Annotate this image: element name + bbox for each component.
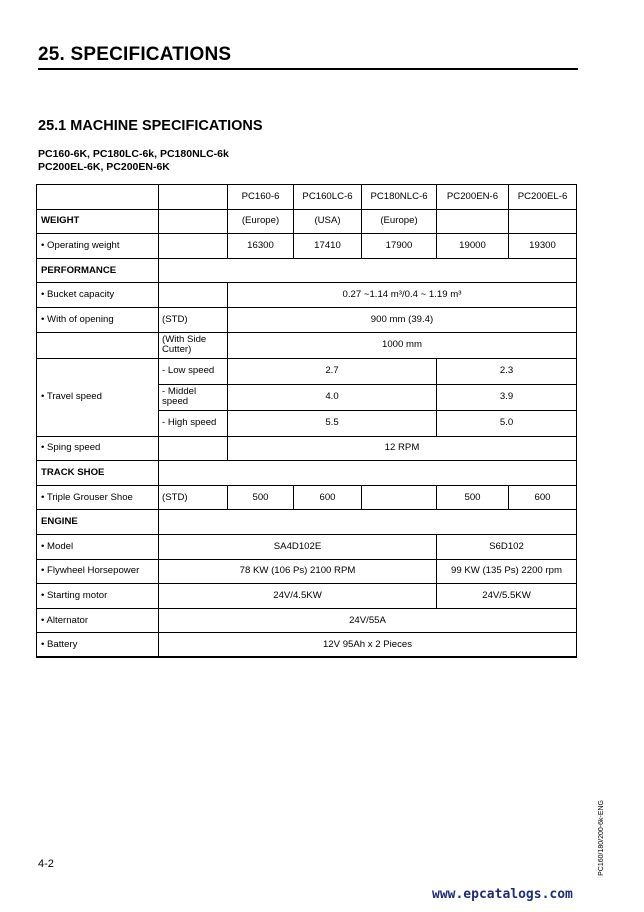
row-label: • Travel speed <box>37 358 159 436</box>
value-cell: SA4D102E <box>159 534 437 559</box>
section-label-weight: WEIGHT <box>37 209 159 234</box>
document-code: PC160/180/200-6k-ENG <box>598 800 605 876</box>
operating-weight-row <box>37 234 577 259</box>
empty-cell <box>159 461 577 486</box>
column-header: PC200EL-6 <box>509 185 577 210</box>
value-cell: 12 RPM <box>228 436 577 461</box>
value-cell: 1000 mm <box>228 332 577 358</box>
empty-cell <box>159 436 228 461</box>
row-label: • With of opening <box>37 307 159 332</box>
value-cell: 5.5 <box>228 410 437 436</box>
opening-std-row <box>37 307 577 332</box>
watermark: www.epcatalogs.com <box>432 887 573 902</box>
empty-cell <box>159 283 228 308</box>
row-label: • Sping speed <box>37 436 159 461</box>
value-cell: 0.27 ~1.14 m³/0.4 ~ 1.19 m³ <box>228 283 577 308</box>
empty-cell <box>159 258 577 283</box>
header-empty <box>159 185 228 210</box>
row-label: • Starting motor <box>37 584 159 609</box>
sub-label: - Middel speed <box>159 384 228 410</box>
region-cell: (USA) <box>294 209 362 234</box>
value-cell: 3.9 <box>437 384 577 410</box>
page-number: 4-2 <box>38 858 54 870</box>
section-title: 25.1 MACHINE SPECIFICATIONS <box>38 118 263 134</box>
empty-cell <box>159 234 228 259</box>
chapter-rule <box>38 68 578 70</box>
value-cell: 24V/4.5KW <box>159 584 437 609</box>
value-cell <box>362 485 437 510</box>
row-label: • Model <box>37 534 159 559</box>
section-label-performance: PERFORMANCE <box>37 258 159 283</box>
weight-row <box>37 209 577 234</box>
model-line-2: PC200EL-6K, PC200EN-6K <box>38 161 170 173</box>
model-list <box>38 148 229 174</box>
value-cell: 17900 <box>362 234 437 259</box>
value-cell: 500 <box>228 485 294 510</box>
spec-table <box>36 184 577 658</box>
sub-label: - Low speed <box>159 358 228 384</box>
empty-cell <box>437 209 509 234</box>
value-cell: 19300 <box>509 234 577 259</box>
header-row <box>37 185 577 210</box>
value-cell: 500 <box>437 485 509 510</box>
flywheel-hp-row <box>37 559 577 584</box>
value-cell: 17410 <box>294 234 362 259</box>
opening-side-row <box>37 332 577 358</box>
value-cell: 2.7 <box>228 358 437 384</box>
value-cell: 600 <box>294 485 362 510</box>
value-cell: 5.0 <box>437 410 577 436</box>
value-cell: 16300 <box>228 234 294 259</box>
travel-low-row <box>37 358 577 384</box>
performance-row <box>37 258 577 283</box>
row-label: • Triple Grouser Shoe <box>37 485 159 510</box>
empty-cell <box>509 209 577 234</box>
value-cell: 900 mm (39.4) <box>228 307 577 332</box>
value-cell: 24V/5.5KW <box>437 584 577 609</box>
empty-cell <box>159 510 577 535</box>
sub-label: (With Side Cutter) <box>159 332 228 358</box>
model-line-1: PC160-6K, PC180LC-6k, PC180NLC-6k <box>38 148 229 160</box>
triple-grouser-row <box>37 485 577 510</box>
value-cell: 24V/55A <box>159 608 577 633</box>
value-cell: 600 <box>509 485 577 510</box>
region-cell: (Europe) <box>362 209 437 234</box>
engine-model-row <box>37 534 577 559</box>
row-label: • Bucket capacity <box>37 283 159 308</box>
swing-row <box>37 436 577 461</box>
track-shoe-row <box>37 461 577 486</box>
section-label-track-shoe: TRACK SHOE <box>37 461 159 486</box>
empty-cell <box>159 209 228 234</box>
value-cell: 2.3 <box>437 358 577 384</box>
battery-row <box>37 633 577 658</box>
sub-label: - High speed <box>159 410 228 436</box>
region-cell: (Europe) <box>228 209 294 234</box>
value-cell: 19000 <box>437 234 509 259</box>
chapter-title: 25. SPECIFICATIONS <box>38 44 232 65</box>
value-cell: 12V 95Ah x 2 Pieces <box>159 633 577 658</box>
alternator-row <box>37 608 577 633</box>
value-cell: 78 KW (106 Ps) 2100 RPM <box>159 559 437 584</box>
starting-motor-row <box>37 584 577 609</box>
column-header: PC200EN-6 <box>437 185 509 210</box>
column-header: PC180NLC-6 <box>362 185 437 210</box>
row-label: • Flywheel Horsepower <box>37 559 159 584</box>
column-header: PC160LC-6 <box>294 185 362 210</box>
value-cell: 4.0 <box>228 384 437 410</box>
bucket-row <box>37 283 577 308</box>
value-cell: 99 KW (135 Ps) 2200 rpm <box>437 559 577 584</box>
column-header: PC160-6 <box>228 185 294 210</box>
header-empty <box>37 185 159 210</box>
engine-row <box>37 510 577 535</box>
row-label: • Alternator <box>37 608 159 633</box>
value-cell: S6D102 <box>437 534 577 559</box>
empty-cell <box>37 332 159 358</box>
sub-label: (STD) <box>159 307 228 332</box>
sub-label: (STD) <box>159 485 228 510</box>
row-label: • Operating weight <box>37 234 159 259</box>
section-label-engine: ENGINE <box>37 510 159 535</box>
row-label: • Battery <box>37 633 159 658</box>
